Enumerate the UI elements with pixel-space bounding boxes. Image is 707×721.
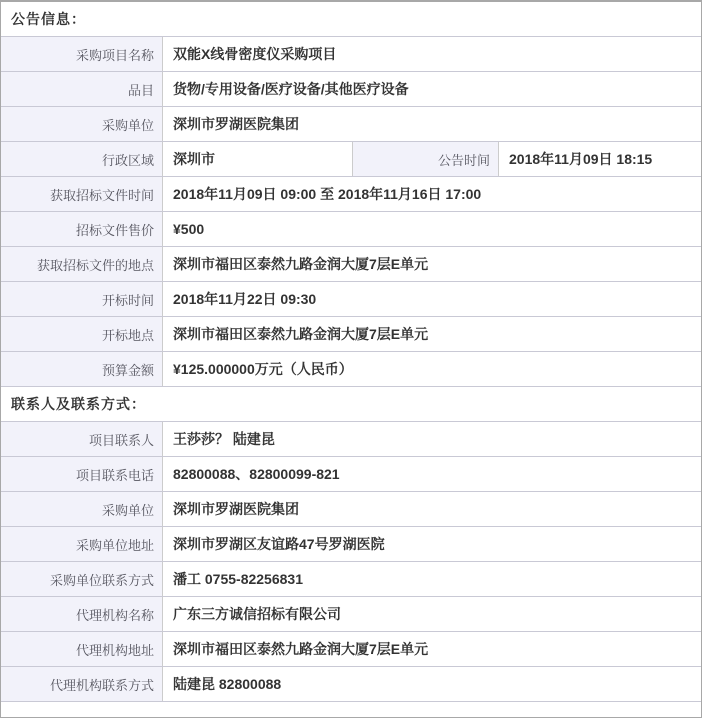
row-value: 深圳市罗湖医院集团 — [163, 492, 701, 526]
row-label: 招标文件售价 — [1, 212, 163, 246]
row-value: 深圳市福田区泰然九路金润大厦7层E单元 — [163, 632, 701, 666]
row-label: 代理机构联系方式 — [1, 667, 163, 701]
info-row — [1, 597, 701, 632]
section-header-row — [1, 387, 701, 422]
section-header-label: 联系人及联系方式： — [11, 396, 146, 412]
row-label: 代理机构名称 — [1, 597, 163, 631]
info-row — [1, 632, 701, 667]
info-row-split — [1, 142, 701, 177]
section-header-label: 公告信息： — [11, 11, 86, 27]
row-value: 货物/专用设备/医疗设备/其他医疗设备 — [163, 72, 701, 106]
row-label-secondary: 公告时间 — [353, 142, 499, 176]
info-row — [1, 422, 701, 457]
row-value: 王莎莎？ 陆建昆 — [163, 422, 701, 456]
row-value: 深圳市福田区泰然九路金润大厦7层E单元 — [163, 247, 701, 281]
row-label: 代理机构地址 — [1, 632, 163, 666]
row-label: 开标地点 — [1, 317, 163, 351]
info-row — [1, 527, 701, 562]
row-label: 品目 — [1, 72, 163, 106]
row-value-secondary: 2018年11月09日 18:15 — [499, 142, 701, 176]
row-label: 获取招标文件的地点 — [1, 247, 163, 281]
row-value: 深圳市罗湖区友谊路47号罗湖医院 — [163, 527, 701, 561]
row-value: 82800088、82800099-821 — [163, 457, 701, 491]
info-row — [1, 282, 701, 317]
info-row — [1, 352, 701, 387]
info-row — [1, 72, 701, 107]
row-label: 采购单位 — [1, 492, 163, 526]
row-label: 开标时间 — [1, 282, 163, 316]
row-value: ¥125.000000万元（人民币） — [163, 352, 701, 386]
row-label: 采购项目名称 — [1, 37, 163, 71]
info-row — [1, 667, 701, 702]
row-value: 双能X线骨密度仪采购项目 — [163, 37, 701, 71]
info-row — [1, 457, 701, 492]
row-value: 2018年11月22日 09:30 — [163, 282, 701, 316]
row-label: 项目联系人 — [1, 422, 163, 456]
row-label: 采购单位 — [1, 107, 163, 141]
info-row — [1, 492, 701, 527]
info-row — [1, 317, 701, 352]
row-value: 深圳市福田区泰然九路金润大厦7层E单元 — [163, 317, 701, 351]
row-value: 2018年11月09日 09:00 至 2018年11月16日 17:00 — [163, 177, 701, 211]
row-label: 采购单位联系方式 — [1, 562, 163, 596]
row-label: 预算金额 — [1, 352, 163, 386]
row-label: 行政区域 — [1, 142, 163, 176]
row-value: 广东三方诚信招标有限公司 — [163, 597, 701, 631]
info-row — [1, 212, 701, 247]
row-value: 深圳市罗湖医院集团 — [163, 107, 701, 141]
info-row — [1, 37, 701, 72]
info-row — [1, 562, 701, 597]
row-value: 陆建昆 82800088 — [163, 667, 701, 701]
info-row — [1, 107, 701, 142]
info-row — [1, 247, 701, 282]
row-label: 采购单位地址 — [1, 527, 163, 561]
row-value: 深圳市 — [163, 142, 353, 176]
row-label: 项目联系电话 — [1, 457, 163, 491]
row-value: 潘工 0755-82256831 — [163, 562, 701, 596]
row-value: ¥500 — [163, 212, 701, 246]
info-row — [1, 177, 701, 212]
section-header-row — [1, 2, 701, 37]
row-label: 获取招标文件时间 — [1, 177, 163, 211]
